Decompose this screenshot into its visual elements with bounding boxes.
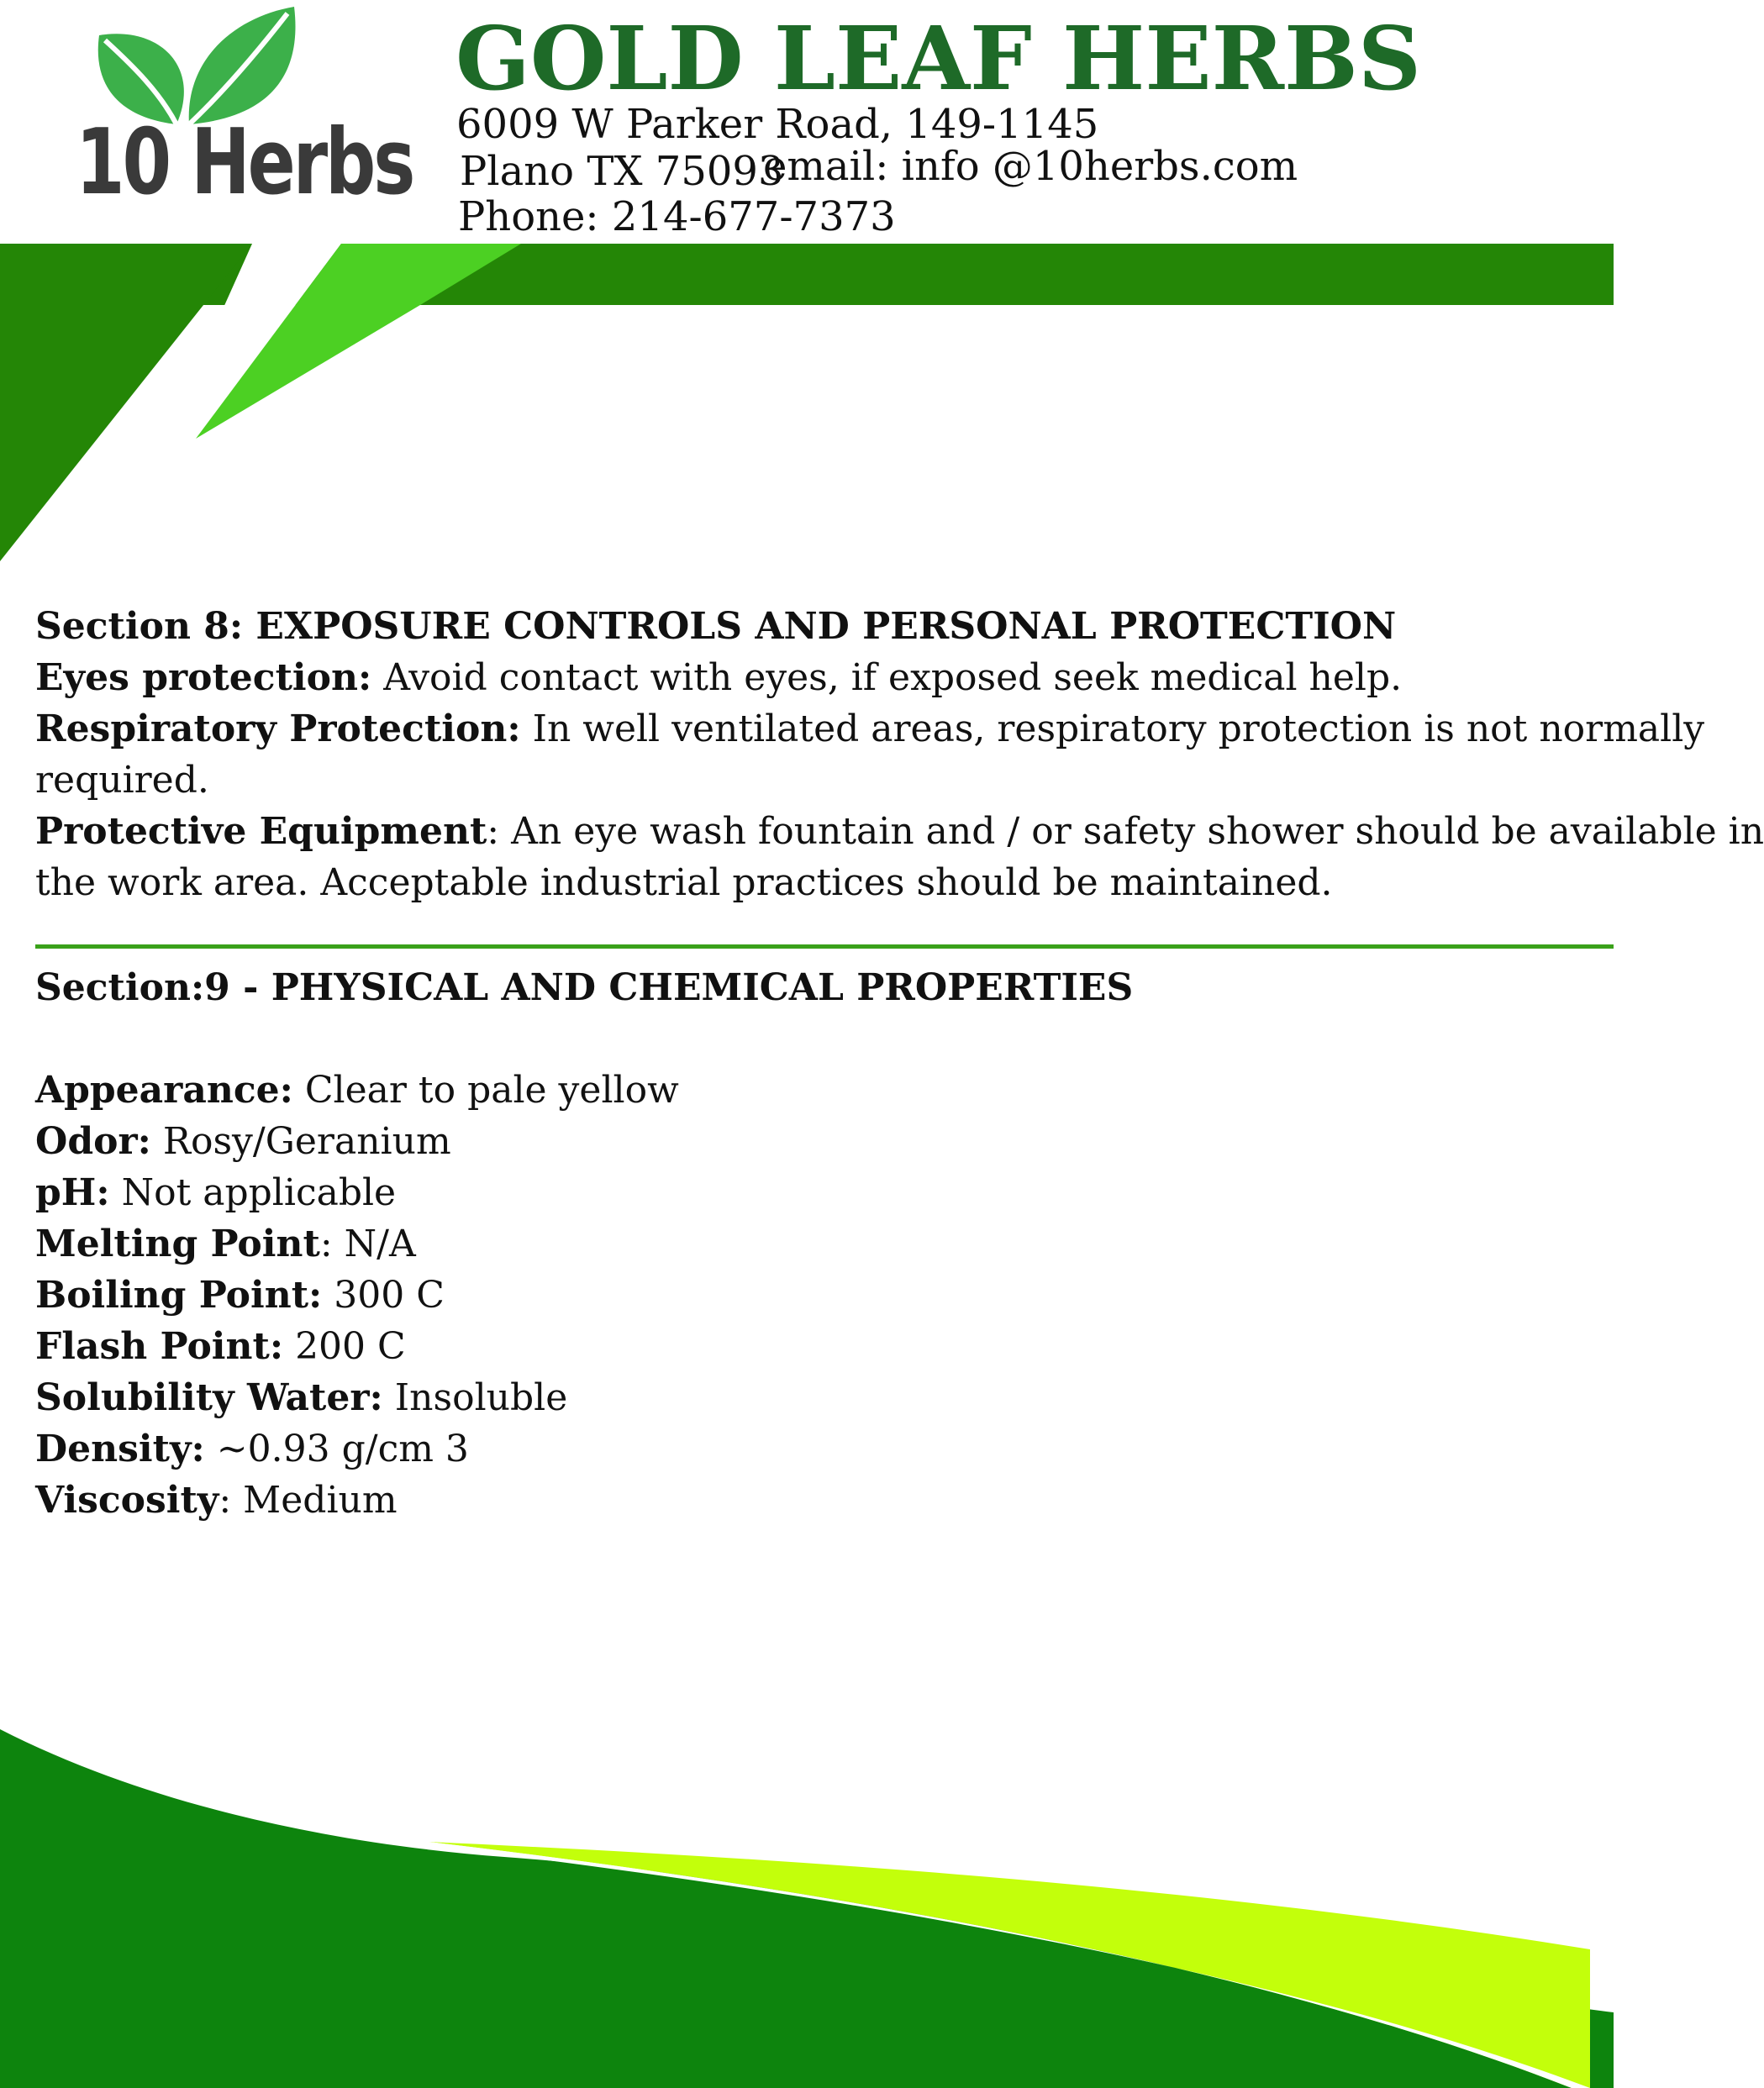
logo bbox=[34, 0, 413, 227]
respiratory-protection-text: In well ventilated areas, respiratory protection is not normally bbox=[520, 707, 1705, 750]
property-label: pH: bbox=[35, 1171, 110, 1214]
property-value: Insoluble bbox=[382, 1376, 568, 1419]
eyes-protection-line bbox=[35, 656, 1402, 701]
property-label: Melting Point bbox=[35, 1223, 320, 1265]
company-name: GOLD LEAF HERBS bbox=[455, 7, 1422, 110]
protective-equipment-line bbox=[35, 810, 1764, 855]
address-line-2: Plano TX 75093 bbox=[460, 148, 784, 195]
property-value: : N/A bbox=[319, 1223, 416, 1265]
protective-equipment-label: Protective Equipment bbox=[35, 810, 487, 853]
property-row bbox=[35, 1171, 396, 1216]
property-row bbox=[35, 1274, 445, 1318]
property-value: : Medium bbox=[219, 1479, 398, 1522]
property-label: Viscosity bbox=[35, 1479, 219, 1522]
footer-green-wave bbox=[0, 1729, 1614, 2088]
property-row bbox=[35, 1120, 451, 1165]
property-value: Rosy/Geranium bbox=[150, 1120, 451, 1163]
property-row bbox=[35, 1428, 469, 1472]
property-row bbox=[35, 1069, 679, 1113]
eyes-protection-label: Eyes protection: bbox=[35, 656, 372, 699]
property-row bbox=[35, 1479, 398, 1523]
property-label: Solubility Water: bbox=[35, 1376, 383, 1419]
property-value: Not applicable bbox=[109, 1171, 397, 1214]
property-row bbox=[35, 1223, 416, 1267]
property-label: Density: bbox=[35, 1428, 205, 1470]
property-label: Odor: bbox=[35, 1120, 151, 1163]
respiratory-protection-label: Respiratory Protection: bbox=[35, 707, 521, 750]
property-label: Boiling Point: bbox=[35, 1274, 323, 1317]
property-value: Clear to pale yellow bbox=[292, 1069, 679, 1112]
protective-equipment-continued: the work area. Acceptable industrial practices should be maintained. bbox=[35, 861, 1333, 904]
email-text: email: info @10herbs.com bbox=[763, 143, 1298, 190]
address-line-1: 6009 W Parker Road, 149-1145 bbox=[456, 101, 1099, 148]
respiratory-protection-continued: required. bbox=[35, 759, 209, 802]
footer-wave-graphic bbox=[0, 1706, 1614, 2088]
logo-text: 10 Herbs bbox=[76, 110, 413, 215]
property-row bbox=[35, 1376, 567, 1421]
property-label: Flash Point: bbox=[35, 1325, 284, 1368]
property-label: Appearance: bbox=[35, 1069, 293, 1112]
eyes-protection-text: Avoid contact with eyes, if exposed seek medical help. bbox=[371, 656, 1403, 699]
respiratory-protection-line bbox=[35, 707, 1704, 752]
property-value: 200 C bbox=[283, 1325, 406, 1368]
section-9-heading: Section:9 - PHYSICAL AND CHEMICAL PROPERTIES bbox=[35, 966, 1134, 1009]
phone-text: Phone: 214-677-7373 bbox=[458, 193, 896, 240]
section-divider bbox=[35, 944, 1614, 949]
protective-equipment-text: : An eye wash fountain and / or safety shower should be available in bbox=[487, 810, 1764, 853]
property-value: 300 C bbox=[322, 1274, 445, 1317]
section-8-heading: Section 8: EXPOSURE CONTROLS AND PERSONAL PROTECTION bbox=[35, 605, 1397, 648]
property-value: ~0.93 g/cm 3 bbox=[204, 1428, 469, 1470]
property-row bbox=[35, 1325, 406, 1370]
